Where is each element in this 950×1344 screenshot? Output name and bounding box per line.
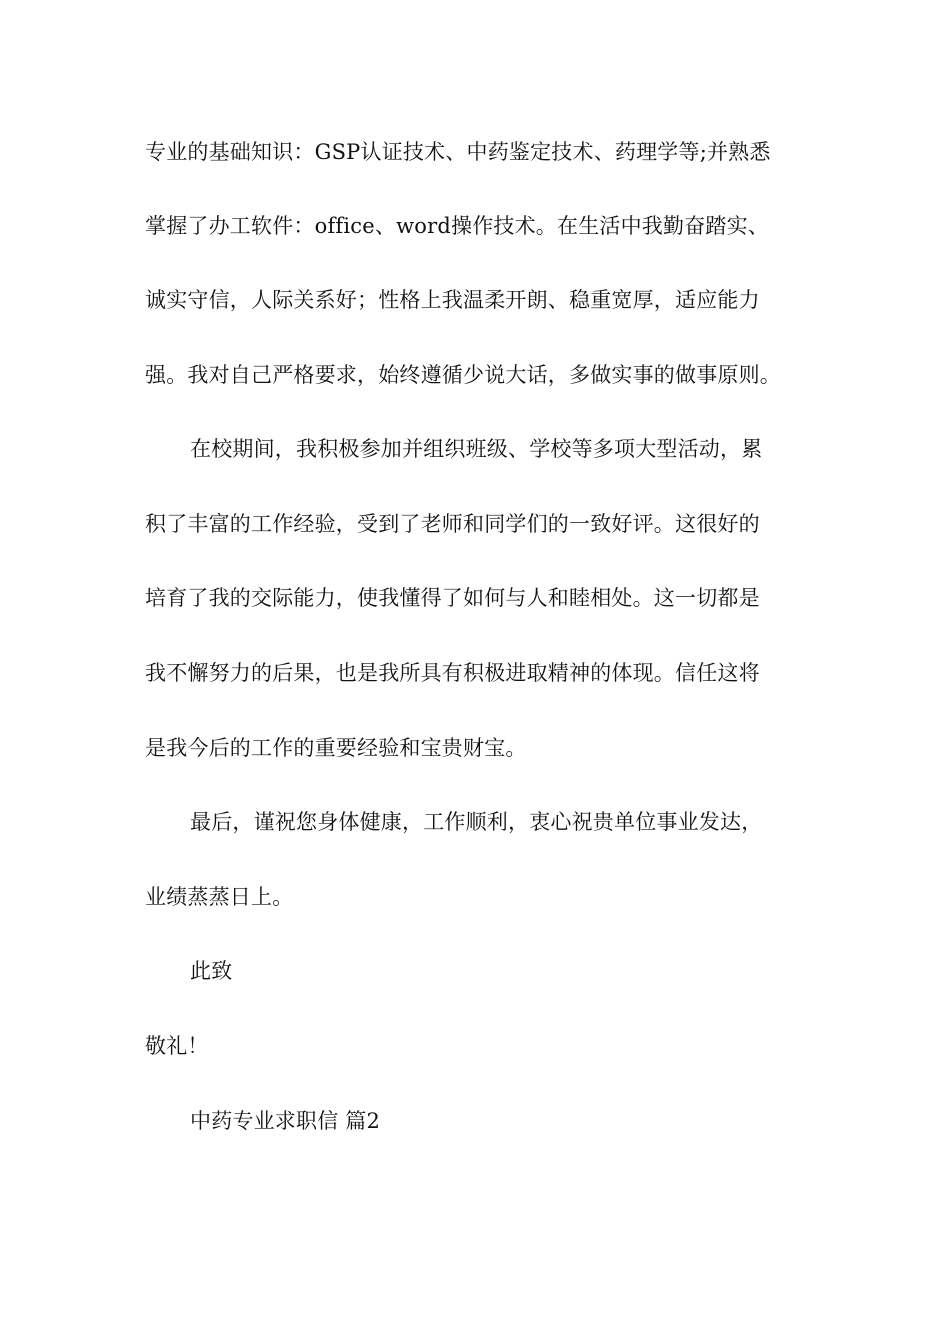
paragraph-line: 业绩蒸蒸日上。 (145, 885, 294, 909)
paragraph-line: 是我今后的工作的重要经验和宝贵财宝。 (145, 736, 527, 760)
closing-regards: 敬礼！ (145, 1034, 209, 1058)
paragraph-line: 强。我对自己严格要求，始终遵循少说大话，多做实事的做事原则。 (145, 363, 781, 387)
section-heading: 中药专业求职信 篇2 (190, 1109, 381, 1133)
paragraph-line: 掌握了办工软件：office、word操作技术。在生活中我勤奋踏实、 (145, 214, 769, 238)
paragraph-line: 积了丰富的工作经验，受到了老师和同学们的一致好评。这很好的 (145, 512, 760, 536)
paragraph-line: 专业的基础知识：GSP认证技术、中药鉴定技术、药理学等;并熟悉 (145, 140, 771, 164)
paragraph-line: 诚实守信，人际关系好；性格上我温柔开朗、稳重宽厚，适应能力 (145, 288, 760, 312)
paragraph-line: 我不懈努力的后果，也是我所具有积极进取精神的体现。信任这将 (145, 661, 760, 685)
paragraph-line: 在校期间，我积极参加并组织班级、学校等多项大型活动，累 (190, 437, 763, 461)
closing-salutation: 此致 (190, 959, 233, 983)
paragraph-line: 最后，谨祝您身体健康，工作顺利，衷心祝贵单位事业发达， (190, 810, 763, 834)
paragraph-line: 培育了我的交际能力，使我懂得了如何与人和睦相处。这一切都是 (145, 586, 760, 610)
